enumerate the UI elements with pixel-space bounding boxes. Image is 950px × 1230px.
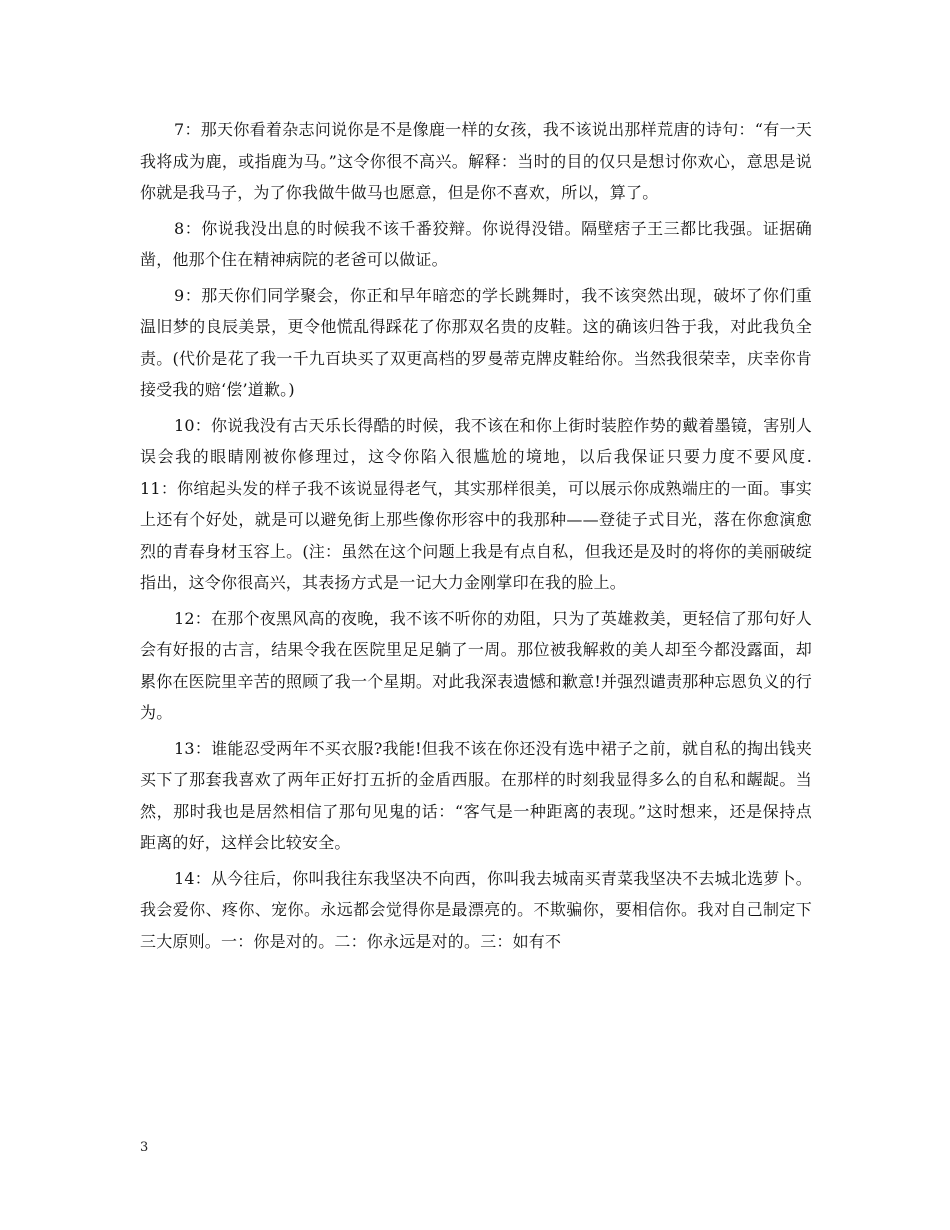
- paragraph-13: 13：谁能忍受两年不买衣服?我能!但我不该在你还没有选中裙子之前，就自私的掏出钱夹买下了那套我喜欢了两年正好打五折的金盾西服。在那样的时刻我显得多么的自私和龌龊。当然，那时我也是居然相信了那句见鬼的话：“客气是一种距离的表现。”这时想来，还是保持点距离的好，这样会比较安全。: [140, 738, 812, 852]
- paragraph-12: 12：在那个夜黑风高的夜晚，我不该不听你的劝阻，只为了英雄救美，更轻信了那句好人会有好报的古言，结果令我在医院里足足躺了一周。那位被我解救的美人却至今都没露面，却累你在医院里辛苦的照顾了我一个星期。对此我深表遗憾和歉意!并强烈谴责那种忘恩负义的行为。: [140, 608, 812, 722]
- document-body: [140, 114, 845, 961]
- paragraph-8: 8：你说我没出息的时候我不该千番狡辩。你说得没错。隔壁痞子王三都比我强。证据确凿，他那个住在精神病院的老爸可以做证。: [140, 218, 812, 269]
- paragraph-14: 14：从今往后，你叫我往东我坚决不向西，你叫我去城南买青菜我坚决不去城北选萝卜。我会爱你、疼你、宠你。永远都会觉得你是最漂亮的。不欺骗你，要相信你。我对自己制定下三大原则。一：你是对的。二：你永远是对的。三：如有不: [140, 868, 812, 951]
- paragraph-9: 9：那天你们同学聚会，你正和早年暗恋的学长跳舞时，我不该突然出现，破坏了你们重温旧梦的良辰美景，更令他慌乱得踩花了你那双名贵的皮鞋。这的确该归咎于我，对此我负全责。(代价是花了我一千九百块买了双更高档的罗曼蒂克牌皮鞋给你。当然我很荣幸，庆幸你肯接受我的赔‘偿’道歉。): [140, 285, 812, 399]
- page-number: 3: [140, 1140, 149, 1155]
- paragraph-7: 7：那天你看着杂志问说你是不是像鹿一样的女孩，我不该说出那样荒唐的诗句：“有一天我将成为鹿，或指鹿为马。”这令你很不高兴。解释：当时的目的仅只是想讨你欢心，意思是说你就是我马子，为了你我做牛做马也愿意，但是你不喜欢，所以，算了。: [140, 120, 812, 202]
- paragraph-10-11: 10：你说我没有古天乐长得酷的时候，我不该在和你上街时装腔作势的戴着墨镜，害别人误会我的眼睛刚被你修理过，这令你陷入很尴尬的境地，以后我保证只要力度不要风度. 11：你绾起头发的样子我不该说显得老气，其实那样很美，可以展示你成熟端庄的一面。事实上还有个好处，就是可以避免街上那些像你形容中的我那种——登徒子式目光，落在你愈演愈烈的青春身材玉容上。(注：虽然在这个问题上我是有点自私，但我还是及时的将你的美丽破绽指出，这令你很高兴，其表扬方式是一记大力金刚掌印在我的脸上。: [140, 415, 845, 592]
